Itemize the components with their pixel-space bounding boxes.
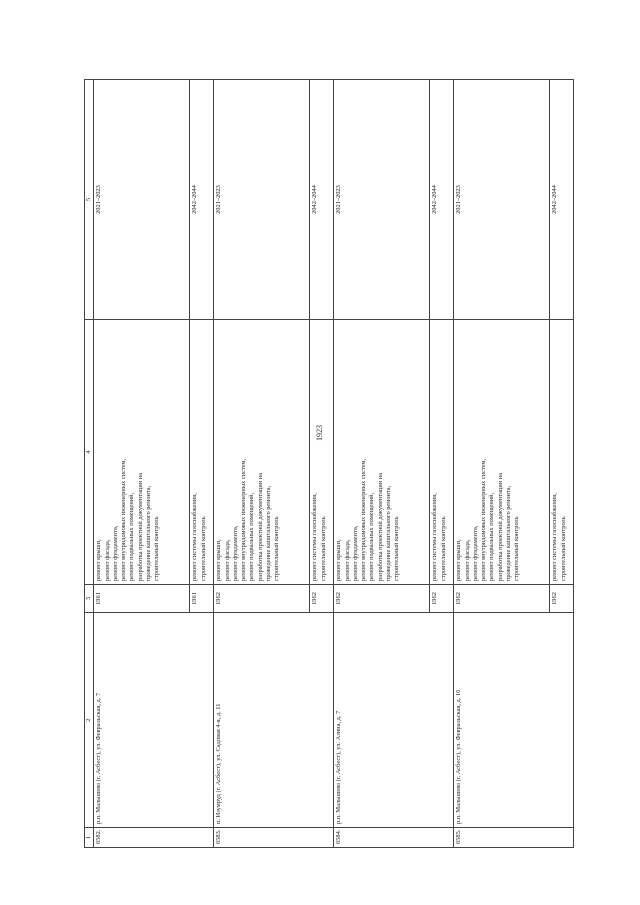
rotated-table-inner (84, 80, 600, 848)
work-item: ремонт фундамента, (231, 525, 239, 581)
year-cell: 1962 (550, 585, 574, 613)
work-item: ремонт системы газоснабжения, (191, 493, 199, 581)
work-item: ремонт крыши, (95, 539, 103, 581)
work-item: ремонт крыши, (335, 539, 343, 581)
table-row (94, 80, 190, 848)
work-item: ремонт системы газоснабжения, (431, 493, 439, 581)
work-item: ремонт фасада, (343, 539, 351, 581)
work-item: ремонт внутридомовых инженерных систем, (240, 458, 248, 581)
year-cell: 1962 (454, 585, 550, 613)
work-item: проведение капитального ремонта, (145, 485, 153, 581)
work-item: ремонт подвальных помещений, (248, 492, 256, 581)
work-item: строительный контроль (439, 516, 447, 581)
period-cell: 2042–2044 (430, 80, 454, 320)
work-item: ремонт фасада, (103, 539, 111, 581)
address-cell: р.п. Малышева (г. Асбест), ул. Февральская, д. 16 (454, 613, 574, 828)
period-cell: 2042–2044 (550, 80, 574, 320)
work-item: ремонт крыши, (215, 539, 223, 581)
header-cell: 1 (85, 828, 94, 848)
work-item: строительный контроль (393, 516, 401, 581)
work-item: строительный контроль (319, 516, 327, 581)
record-number: 6584. (334, 828, 454, 848)
year-cell: 1961 (94, 585, 190, 613)
rotated-table-frame (84, 80, 600, 848)
work-item: ремонт крыши, (455, 539, 463, 581)
header-cell: 5 (85, 80, 94, 320)
work-item: ремонт подвальных помещений, (488, 492, 496, 581)
work-item: ремонт подвальных помещений, (368, 492, 376, 581)
work-item: ремонт фундамента, (471, 525, 479, 581)
year-cell: 1961 (190, 585, 214, 613)
table-row (334, 80, 430, 848)
period-cell: 2021–2023 (334, 80, 430, 320)
record-number: 6582. (94, 828, 214, 848)
table-row (454, 80, 550, 848)
work-item: строительный контроль (199, 516, 207, 581)
period-cell: 2021–2023 (94, 80, 190, 320)
period-cell: 2021–2023 (454, 80, 550, 320)
year-cell: 1962 (214, 585, 310, 613)
works-cell (550, 320, 574, 585)
repair-schedule-table (84, 79, 574, 848)
work-item: разработка проектной документации на (376, 472, 384, 581)
work-item: ремонт системы газоснабжения, (551, 493, 559, 581)
works-cell (190, 320, 214, 585)
works-cell (214, 320, 310, 585)
header-cell: 2 (85, 613, 94, 828)
work-item: ремонт фасада, (223, 539, 231, 581)
works-cell (430, 320, 454, 585)
work-item: разработка проектной документации на (256, 472, 264, 581)
works-cell (310, 320, 334, 585)
work-item: строительный контроль (559, 516, 567, 581)
work-item: строительный контроль (513, 516, 521, 581)
header-cell: 3 (85, 585, 94, 613)
work-item: ремонт внутридомовых инженерных систем, (360, 458, 368, 581)
record-number: 6583. (214, 828, 334, 848)
work-item: разработка проектной документации на (496, 472, 504, 581)
year-cell: 1962 (334, 585, 430, 613)
period-cell: 2021–2023 (214, 80, 310, 320)
header-row (85, 80, 94, 848)
page-number: 1923 (315, 425, 324, 441)
work-item: разработка проектной документации на (136, 472, 144, 581)
header-cell: 4 (85, 320, 94, 585)
work-item: проведение капитального ремонта, (385, 485, 393, 581)
works-cell (94, 320, 190, 585)
address-cell: п. Изумруд (г. Асбест), ул. Садовая 4-я, д. 11 (214, 613, 334, 828)
work-item: проведение капитального ремонта, (505, 485, 513, 581)
work-item: ремонт внутридомовых инженерных систем, (120, 458, 128, 581)
year-cell: 1962 (310, 585, 334, 613)
work-item: проведение капитального ремонта, (265, 485, 273, 581)
work-item: ремонт фасада, (463, 539, 471, 581)
work-item: ремонт фундамента, (351, 525, 359, 581)
work-item: строительный контроль (273, 516, 281, 581)
table-row (214, 80, 310, 848)
work-item: ремонт фундамента, (111, 525, 119, 581)
record-number: 6585. (454, 828, 574, 848)
period-cell: 2042–2044 (190, 80, 214, 320)
work-item: ремонт системы газоснабжения, (311, 493, 319, 581)
work-item: ремонт внутридомовых инженерных систем, (480, 458, 488, 581)
work-item: ремонт подвальных помещений, (128, 492, 136, 581)
address-cell: р.п. Малышева (г. Асбест), ул. Февральская, д. 7 (94, 613, 214, 828)
period-cell: 2042–2044 (310, 80, 334, 320)
works-cell (334, 320, 430, 585)
year-cell: 1962 (430, 585, 454, 613)
address-cell: р.п. Малышева (г. Асбест), ул. Азина, д. 7 (334, 613, 454, 828)
work-item: строительный контроль (153, 516, 161, 581)
works-cell (454, 320, 550, 585)
